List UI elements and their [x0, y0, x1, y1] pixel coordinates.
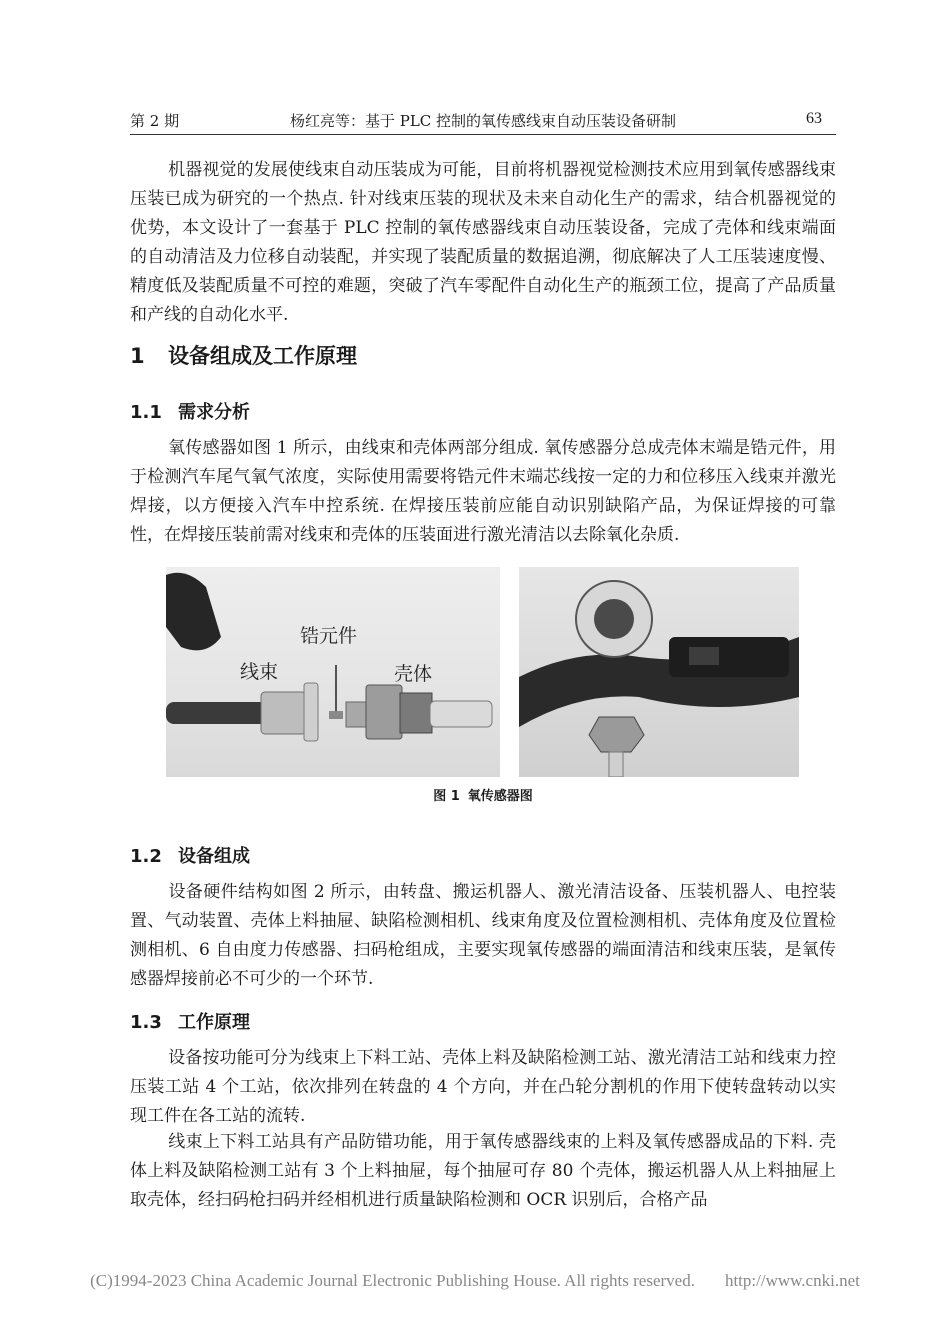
section-1-2-heading: 1.2 设备组成: [130, 846, 250, 867]
page-footer: [0, 1271, 950, 1291]
harness-cable: [166, 702, 276, 724]
label-shell: 壳体: [394, 663, 433, 685]
sensor-assembly-illustration: [519, 567, 799, 777]
figure-1-title: 氧传感器图: [467, 789, 533, 804]
connector-core: [594, 599, 634, 639]
running-title: 杨红亮等：基于 PLC 控制的氧传感线束自动压装设备研制: [289, 112, 677, 130]
issue-number: 第 2 期: [130, 112, 180, 130]
shell-hex: [589, 717, 644, 752]
connector-latch: [689, 647, 719, 665]
shell-probe: [430, 701, 492, 727]
cnki-url[interactable]: http://www.cnki.net: [724, 1271, 860, 1290]
cable-segment: [166, 573, 221, 651]
sensor-components-illustration: [166, 567, 500, 777]
sensor-assembly-photo: [519, 567, 799, 777]
shell-thread: [400, 693, 432, 733]
harness-sleeve: [261, 692, 306, 734]
section-1-1-heading: 1.1 需求分析: [130, 402, 250, 423]
figure-1-caption: [130, 785, 836, 804]
harness-flange: [304, 683, 318, 741]
copyright-notice: (C)1994-2023 China Academic Journal Electronic Publishing House. All rights reserved.: [90, 1271, 695, 1290]
label-zirconia: 锆元件: [300, 625, 358, 647]
principle-paragraph-1: 设备按功能可分为线束上下料工站、壳体上料及缺陷检测工站、激光清洁工站和线束力控压装工站 4 个工站，依次排列在转盘的 4 个方向，并在凸轮分割机的作用下使转盘转动以实现工件在各工站的流转.: [130, 1048, 836, 1126]
page-header: [130, 108, 836, 135]
principle-paragraph-2: 线束上下料工站具有产品防错功能，用于氧传感器线束的上料及氧传感器成品的下料. 壳体上料及缺陷检测工站有 3 个上料抽屉，每个抽屉可存 80 个壳体，搬运机器人从上料抽屉上取壳体，经扫码枪扫码并经相机进行质量缺陷检测和 OCR 识别后，合格产品: [130, 1132, 836, 1210]
shell-hex-nut: [366, 685, 402, 739]
figure-1-number: 图 1: [433, 789, 460, 804]
equipment-paragraph: 设备硬件结构如图 2 所示，由转盘、搬运机器人、激光清洁设备、压装机器人、电控装置、气动装置、壳体上料抽屉、缺陷检测相机、线束角度及位置检测相机、壳体角度及位置检测相机、6 自由度力传感器、扫码枪组成，主要实现氧传感器的端面清洁和线束压装，是氧传感器焊接前必不可少的一个环节.: [130, 882, 836, 989]
section-1-heading: 1 设备组成及工作原理: [130, 344, 357, 368]
shell-pin: [609, 752, 623, 777]
shell-tip: [346, 702, 368, 727]
connector-housing: [669, 637, 789, 677]
sensor-components-photo: [166, 567, 500, 777]
page-number: 63: [806, 110, 822, 127]
zirconia-element: [329, 711, 343, 719]
requirements-paragraph: 氧传感器如图 1 所示，由线束和壳体两部分组成. 氧传感器分总成壳体末端是锆元件，用于检测汽车尾气氧气浓度，实际使用需要将锆元件末端芯线按一定的力和位移压入线束并激光焊接，以方便接入汽车中控系统. 在焊接压装前应能自动识别缺陷产品，为保证焊接的可靠性，在焊接压装前需对线束和壳体的压装面进行激光清洁以去除氧化杂质.: [130, 438, 836, 545]
label-harness: 线束: [240, 661, 279, 683]
section-1-3-heading: 1.3 工作原理: [130, 1012, 250, 1033]
intro-paragraph: 机器视觉的发展使线束自动压装成为可能，目前将机器视觉检测技术应用到氧传感器线束压装已成为研究的一个热点. 针对线束压装的现状及未来自动化生产的需求，结合机器视觉的优势，本文设计了一套基于 PLC 控制的氧传感器线束自动压装设备，完成了壳体和线束端面的自动清洁及力位移自动装配，并实现了装配质量的数据追溯，彻底解决了人工压装速度慢、精度低及装配质量不可控的难题，突破了汽车零配件自动化生产的瓶颈工位，提高了产品质量和产线的自动化水平.: [130, 160, 836, 325]
